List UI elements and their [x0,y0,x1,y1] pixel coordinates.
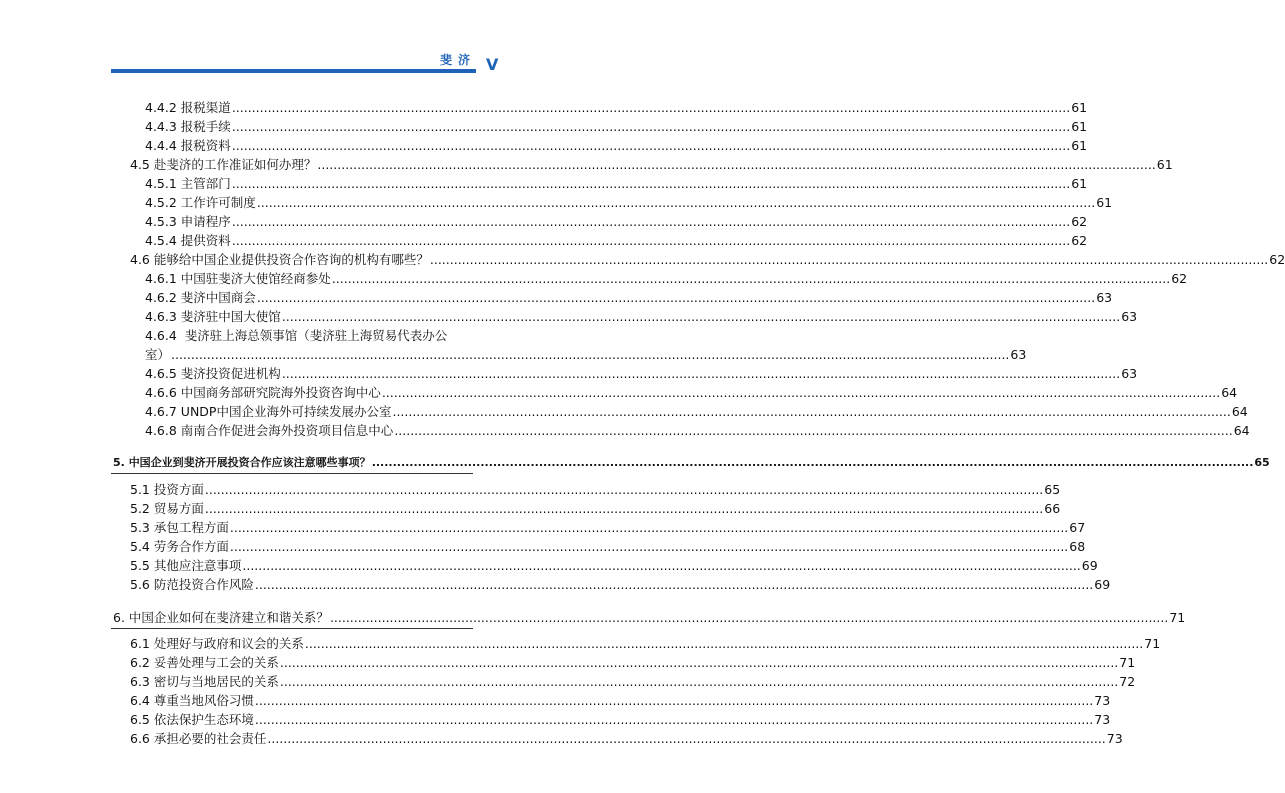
toc-entry-page: 61 [1071,100,1088,115]
toc-chapter-number: 5. [113,456,125,469]
toc-entry-page: 67 [1069,520,1086,535]
toc-entry-title: 斐济驻中国大使馆 [180,309,281,324]
toc-entry-number: 4.5.4 [145,233,177,248]
toc-leader-dots [332,272,1170,286]
toc-entry-number: 5.1 [130,482,150,497]
toc-chapter-5[interactable] [113,456,1270,470]
toc-entry-number: 4.6.5 [145,366,177,381]
toc-entry[interactable] [130,731,1123,746]
toc-leader-dots [205,483,1043,497]
toc-entry-page: 73 [1106,731,1123,746]
toc-entry-number: 5.6 [130,577,150,592]
toc-entry-number: 4.4.3 [145,119,177,134]
toc-leader-dots [282,310,1120,324]
toc-chapter-page: 71 [1169,610,1186,625]
toc-entry-number: 4.6.6 [145,385,177,400]
toc-entry-number: 4.5.3 [145,214,177,229]
page-number-roman: V [486,55,499,74]
toc-entry[interactable] [145,195,1113,210]
toc-entry-number: 5.2 [130,501,150,516]
toc-entry-title: 斐济投资促进机构 [180,366,281,381]
toc-entry-title: 处理好与政府和议会的关系 [153,636,304,651]
toc-entry-page: 66 [1044,501,1061,516]
toc-leader-dots [372,456,1254,470]
toc-entry[interactable] [145,100,1088,115]
toc-entry-title: 投资方面 [153,482,204,497]
toc-leader-dots [257,196,1095,210]
toc-entry-page: 63 [1121,309,1138,324]
toc-entry-page: 72 [1119,674,1136,689]
toc-entry-page: 63 [1096,290,1113,305]
toc-entry[interactable] [130,712,1111,727]
toc-entry-title: 报税手续 [180,119,231,134]
toc-entry-title: 斐济中国商会 [180,290,256,305]
toc-entry[interactable] [145,290,1113,305]
toc-entry-wrapped-line1[interactable] [145,329,447,343]
toc-entry-number: 6.6 [130,731,150,746]
toc-entry[interactable] [145,176,1088,191]
toc-entry-title: 密切与当地居民的关系 [153,674,279,689]
toc-entry-page: 64 [1221,385,1238,400]
toc-chapter-title: 中国企业如何在斐济建立和谐关系？ [128,610,329,625]
toc-entry[interactable] [130,252,1285,267]
toc-leader-dots [232,215,1070,229]
toc-entry[interactable] [145,404,1248,419]
toc-leader-dots [330,611,1168,625]
toc-entry-title: UNDP中国企业海外可持续发展办公室 [180,404,392,419]
toc-entry-title: 其他应注意事项 [153,558,242,573]
toc-entry-number: 4.6.4 [145,328,177,343]
toc-leader-dots [232,177,1070,191]
toc-chapter-page: 65 [1254,456,1270,469]
toc-entry-number: 4.6.2 [145,290,177,305]
toc-leader-dots [317,158,1155,172]
toc-leader-dots [280,656,1118,670]
toc-entry-page: 61 [1096,195,1113,210]
toc-entry-title: 能够给中国企业提供投资合作咨询的机构有哪些？ [153,252,429,267]
toc-chapter-6[interactable] [113,610,1186,625]
toc-entry-number: 4.6.8 [145,423,177,438]
toc-entry[interactable] [145,385,1238,400]
toc-leader-dots [255,578,1093,592]
toc-chapter-number: 6. [113,610,125,625]
running-header-title: 斐济 [440,53,477,67]
toc-leader-dots [430,253,1268,267]
toc-entry-page: 62 [1171,271,1188,286]
toc-entry[interactable] [130,636,1161,651]
toc-entry-page: 73 [1094,693,1111,708]
toc-entry-number: 4.4.4 [145,138,177,153]
toc-entry-number: 6.4 [130,693,150,708]
toc-leader-dots [230,540,1068,554]
toc-entry-number: 5.5 [130,558,150,573]
toc-entry-page: 63 [1121,366,1138,381]
toc-leader-dots [280,675,1118,689]
toc-entry[interactable] [130,558,1098,573]
toc-entry-number: 4.5 [130,157,150,172]
toc-entry-title: 报税渠道 [180,100,231,115]
toc-entry-title: 赴斐济的工作准证如何办理？ [153,157,317,172]
toc-entry-page: 64 [1231,404,1248,419]
toc-entry-page: 71 [1119,655,1136,670]
toc-leader-dots [232,101,1070,115]
toc-entry-title: 提供资料 [180,233,231,248]
toc-entry[interactable] [130,577,1111,592]
toc-entry-title: 贸易方面 [153,501,204,516]
toc-entry-number: 5.3 [130,520,150,535]
toc-entry-number: 6.3 [130,674,150,689]
toc-entry-number: 5.4 [130,539,150,554]
toc-entry[interactable] [130,539,1086,554]
toc-entry-number: 4.4.2 [145,100,177,115]
toc-leader-dots [282,367,1120,381]
toc-entry-title: 承担必要的社会责任 [153,731,267,746]
toc-entry-title: 妥善处理与工会的关系 [153,655,279,670]
toc-entry-title: 中国商务部研究院海外投资咨询中心 [180,385,381,400]
toc-entry-title: 斐济驻上海总领事馆（斐济驻上海贸易代表办公 [184,328,448,343]
toc-entry[interactable] [130,501,1061,516]
toc-entry-number: 6.5 [130,712,150,727]
toc-entry-title: 尊重当地风俗习惯 [153,693,254,708]
header-rule [111,69,476,73]
toc-entry-title: 主管部门 [180,176,231,191]
toc-entry-title: 依法保护生态环境 [153,712,254,727]
toc-leader-dots [205,502,1043,516]
toc-leader-dots [232,120,1070,134]
toc-entry-number: 4.5.2 [145,195,177,210]
toc-entry-page: 62 [1071,233,1088,248]
toc-entry-title: 申请程序 [180,214,231,229]
toc-entry[interactable] [130,157,1173,172]
chapter-divider [111,473,473,474]
toc-entry-title: 劳务合作方面 [153,539,229,554]
toc-leader-dots [382,386,1220,400]
toc-leader-dots [255,694,1093,708]
toc-entry-number: 4.6 [130,252,150,267]
toc-entry[interactable] [130,520,1086,535]
toc-leader-dots [232,234,1070,248]
toc-leader-dots [230,521,1068,535]
toc-entry-wrapped-line2[interactable] [145,347,1027,362]
toc-entry-page: 61 [1071,176,1088,191]
toc-entry[interactable] [145,309,1138,324]
toc-entry-page: 73 [1094,712,1111,727]
toc-entry[interactable] [145,423,1250,438]
toc-entry-page: 69 [1094,577,1111,592]
toc-chapter-title: 中国企业到斐济开展投资合作应该注意哪些事项？ [128,456,371,469]
toc-leader-dots [257,291,1095,305]
toc-entry-title: 报税资料 [180,138,231,153]
toc-leader-dots [232,139,1070,153]
toc-leader-dots [267,732,1105,746]
toc-entry-number: 4.5.1 [145,176,177,191]
toc-leader-dots [255,713,1093,727]
toc-entry[interactable] [145,271,1188,286]
toc-leader-dots [171,348,1009,362]
toc-entry-title-continued: 室） [145,347,171,362]
toc-entry-title: 工作许可制度 [180,195,256,210]
toc-leader-dots [392,405,1230,419]
toc-entry-page: 62 [1269,252,1285,267]
toc-entry[interactable] [145,366,1138,381]
toc-leader-dots [394,424,1232,438]
toc-entry-title: 中国驻斐济大使馆经商参处 [180,271,331,286]
toc-entry-page: 62 [1071,214,1088,229]
toc-entry-number: 4.6.1 [145,271,177,286]
toc-entry[interactable] [145,233,1088,248]
toc-entry-title: 承包工程方面 [153,520,229,535]
toc-entry[interactable] [130,482,1061,497]
toc-entry-page: 61 [1156,157,1173,172]
toc-entry-page: 65 [1044,482,1061,497]
toc-entry-title: 防范投资合作风险 [153,577,254,592]
toc-entry[interactable] [130,674,1136,689]
chapter-divider [111,628,473,629]
toc-entry-page: 61 [1071,119,1088,134]
toc-entry-page: 68 [1069,539,1086,554]
toc-entry[interactable] [130,655,1136,670]
toc-entry-number: 4.6.3 [145,309,177,324]
toc-entry-title: 南南合作促进会海外投资项目信息中心 [180,423,394,438]
toc-entry-page: 69 [1081,558,1098,573]
toc-entry-page: 63 [1010,347,1027,362]
toc-entry-number: 6.2 [130,655,150,670]
toc-entry-page: 61 [1071,138,1088,153]
toc-leader-dots [305,637,1143,651]
toc-entry-page: 71 [1144,636,1161,651]
toc-entry-page: 64 [1233,423,1250,438]
toc-entry-number: 4.6.7 [145,404,177,419]
toc-leader-dots [242,559,1080,573]
toc-entry[interactable] [145,214,1088,229]
toc-entry[interactable] [130,693,1111,708]
toc-entry[interactable] [145,119,1088,134]
toc-entry-number: 6.1 [130,636,150,651]
toc-entry[interactable] [145,138,1088,153]
